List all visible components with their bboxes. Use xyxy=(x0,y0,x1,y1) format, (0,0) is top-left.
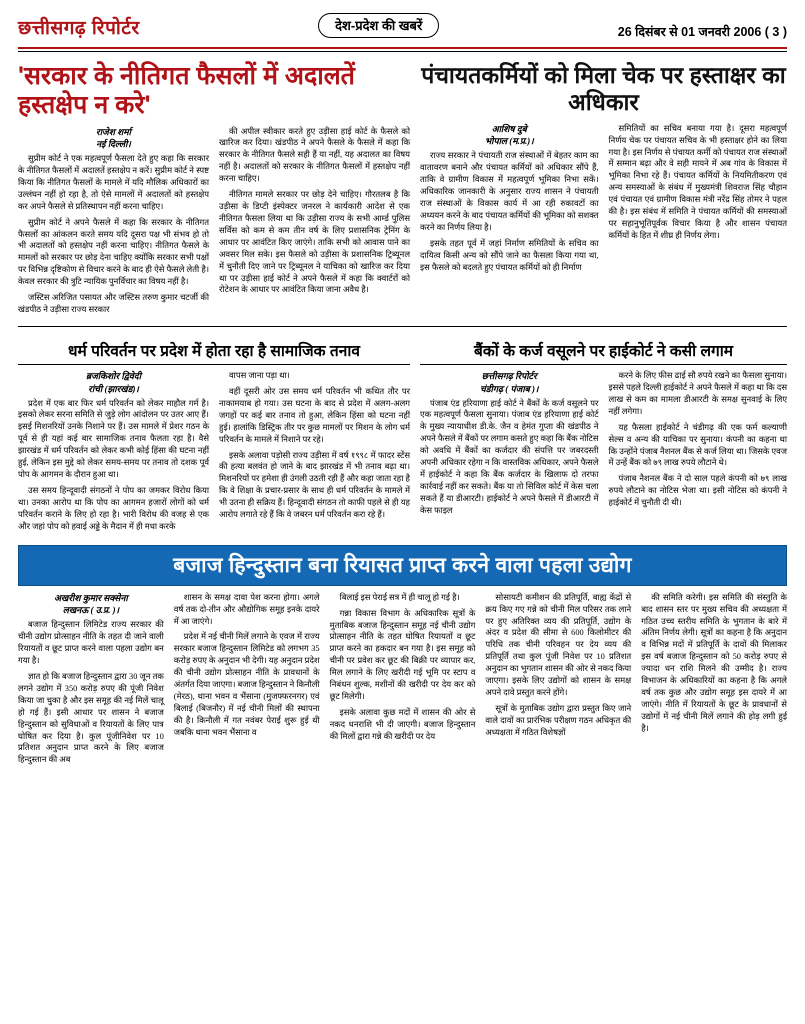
byline-left-name: राजेश शर्मा xyxy=(96,126,131,137)
feature-banner xyxy=(18,545,787,586)
byline-bajaj-place: लखनऊ ( उ.प्र. )। xyxy=(62,605,120,616)
lead-left-col1-text-p1: सुप्रीम कोर्ट ने अपने फैसले में कहा कि सरकार के नीतिगत फैसलों का आंकलन करते समय यदि दूसरा पक्ष भी संभव हो तो भी अदालतों को हस्तक्षेप नहीं करना चाहिए। नीतिगत फैसले के मामलों को सरकार पर छोड़ देना चाहिए क्योंकि सरकार सभी पक्षों पर विभिन्न दृष्टिकोण से विचार करने के बाद ही ऐसे फैसले लेती है। केवल सरकार की त्रुटि न्यायिक पुनर्विचार का विषय नहीं है। xyxy=(18,217,209,287)
bajaj-col4 xyxy=(485,592,631,771)
byline-left-place: नई दिल्ली। xyxy=(96,139,131,150)
lead-right-col1-text-p1: इसके तहत पूर्व में जहां निर्माण समितियों के सचिव का दायित्व किसी अन्य को सौंपे जाने का फैसला किया गया था, इस फैसले को बदलते हुए पंचायत कर्मियों को ही निर्माण xyxy=(420,238,599,272)
lead-section xyxy=(18,60,787,321)
lead-story-left xyxy=(18,60,410,321)
byline-bajaj-name: अखरीश कुमार सक्सेना xyxy=(54,592,128,603)
bank-col2-text-p2: पंजाब नैशनल बैंक ने दो साल पहले कंपनी को ७९ लाख रुपये लौटाने का नोटिस भेजा था। इसी नोटिस को कंपनी ने हाईकोर्ट में चुनौती दी थी। xyxy=(608,474,787,508)
lead-story-right xyxy=(420,60,787,321)
issue-date: 26 दिसंबर से 01 जनवरी 2006 ( 3 ) xyxy=(617,25,787,39)
byline-dharm-place: रांची (झारखंड)। xyxy=(88,383,139,394)
feature-banner-text: बजाज हिन्दुस्तान बना रियासत प्राप्त करने वाला पहला उद्योग xyxy=(173,553,632,577)
publication-title: छत्तीसगढ़ रिपोर्टर xyxy=(18,18,140,39)
bajaj-col2-text: शासन के समक्ष दावा पेश करना होगा। अगले वर्ष तक दो-तीन और औद्योगिक समूह इनके दायरे में आ जाएंगे। xyxy=(173,592,320,626)
bajaj-col5 xyxy=(641,592,787,771)
byline-dharm-name: ब्रजकिशोर द्विवेदी xyxy=(85,371,142,382)
mid-divider xyxy=(18,326,787,327)
byline-bajaj xyxy=(18,592,164,618)
bajaj-col2-text-p1: प्रदेश में नई चीनी मिलें लगाने के एवज में राज्य सरकार बजाज हिन्दुस्तान लिमिटेड को लगभग 35 करोड़ रुपए के अनुदान भी देगी। यह अनुदान प्रदेश की चीनी उद्योग प्रोत्साहन नीति के प्रावधानों के अंतर्गत दिया जाएगा। बजाज हिन्दुस्तान ने किनौली (मेरठ), थाना भवन व भैंसाना (मुजफ्फरनगर) एवं बिलाई (बिजनौर) में नई चीनी मिलों की स्थापना की है। किनौली में गत नवंबर पेराई शुरू हुई थी जबकि थाना भवन भैंसाना व xyxy=(173,632,320,737)
lead-right-col2 xyxy=(609,123,788,278)
story-dharm xyxy=(18,335,410,537)
lead-left-col2-text: की अपील स्वीकार करते हुए उड़ीसा हाई कोर्ट के फैसले को खारिज कर दिया। खंडपीठ ने अपने फैसले के फैसले में कहा कि सरकार के नीतिगत फैसले सही हैं या नहीं, यह अदालत का विषय नहीं है। अदालतों को सरकार के नीतिगत फैसलों में हस्तक्षेप नहीं करना चाहिए। xyxy=(219,126,410,184)
lead-left-col1-text-p2: जस्टिस अरिजित पसायत और जस्टिस तरुण कुमार चटर्जी की खंडपीठ ने उड़ीसा राज्य सरकार xyxy=(18,293,209,315)
byline-bank-place: चंडीगढ़ ( पंजाब )। xyxy=(480,383,539,394)
story-bajaj xyxy=(18,592,787,771)
headline-left: 'सरकार के नीतिगत फैसलों में अदालतें हस्तक्षेप न करे' xyxy=(18,61,355,119)
bank-col1 xyxy=(420,370,599,521)
byline-left xyxy=(18,126,209,152)
headline-right: पंचायतकर्मियों को मिला चेक पर हस्ताक्षर का अधिकार xyxy=(421,61,786,116)
dharm-rule xyxy=(18,364,410,365)
bank-col1-text: पंजाब एंड हरियाणा हाई कोर्ट ने बैंकों के कर्ज वसूलने पर एक महत्वपूर्ण फैसला सुनाया। पंजाब एंड हरियाणा हाई कोर्ट के मुख्य न्यायाधीश डी.के. जैन व हेमंत गुप्ता की खंडपीठ ने अपने फैसले में बैंकों पर लगाम कसते हुए कहा कि बैंक नोटिस को अवधि में बैंकों का कर्जदार की संपत्ति पर जबरदस्ती अपनी अधिकार रहेगा न कि वास्तविक अधिकार, अपने फैसले में हाईकोर्ट ने कहा कि बैंक कर्जदार के खिलाफ दो तरफा कार्रवाई नहीं कर सकते। बैंक या तो सिविल कोर्ट में केस चला सकते हैं या डीआरटी। हाईकोर्ट ने अपने फैसले में डीआरटी में केस फाइल xyxy=(420,398,599,515)
masthead xyxy=(18,14,787,44)
dharm-col2-text-p2: इसके अलावा पड़ोसी राज्य उड़ीसा में वर्ष १९९८ में फादर स्टेंस की हत्या बलवंत हो जाने के बाद झारखंड में भी तनाव बढ़ा था। मिशनरियों पर हमेशा ही उंगली उठती रही हैं और कहा जाता रहा है कि वे शिक्षा के प्रचार-प्रसार के साथ ही धर्म परिवर्तन के मामले में भी उतना ही सक्रिय हैं। हिन्दूवादी संगठन तो काफी पहले से ही यह आरोप लगाते रहे हैं कि वे जबरन धर्म परिवर्तन करा रहे हैं। xyxy=(219,450,410,520)
byline-right-place: भोपाल (म.प्र.)। xyxy=(484,136,534,147)
headline-dharm: धर्म परिवर्तन पर प्रदेश में होता रहा है सामाजिक तनाव xyxy=(68,343,360,361)
dharm-col1-text-p1: उस समय हिन्दूवादी संगठनों ने पोप का जमकर विरोध किया था। उनका आरोप था कि पोप का आगमन हजारों लोगों को धर्म परिवर्तन कराने के लिए हो रहा है। भारी विरोध की वजह से एक और जहां पोप को हवाई अड्डे के मैदान में ही मधा करके xyxy=(18,486,209,531)
bajaj-col1-text-p1: ज्ञात हो कि बजाज हिन्दुस्तान द्वारा 30 जून तक लगने उद्योग में 350 करोड़ रुपए की पूंजी निवेश किया जा चुका है और इस समूह की नई मिलें चालू हो गई हैं। इसी आधार पर शासन ने बजाज हिन्दुस्तान को सुविधाओं व रियायतों के लिए पात्र घोषित कर दिया है। कुल पूंजीनिवेश पर 10 प्रतिशत अनुदान प्राप्त करने के लिए बजाज हिन्दुस्तान की अब xyxy=(18,671,164,765)
section-label: देश-प्रदेश की खबरें xyxy=(318,13,439,38)
lead-left-col2-text-p1: नीतिगत मामले सरकार पर छोड़ देने चाहिए। गौरतलब है कि उड़ीसा के डिप्टी इंस्पेक्टर जनरल ने कार्यकारी आदेश से एक नीतिगत फैसला लिया था कि उड़ीसा राज्य के सभी आर्म्ड पुलिस सर्विस को कम से कम तीन वर्ष के लिए प्रशासनिक ट्रेनिंग के आधार पर आवंटित किए जाएंगे। ताकि सभी को आवास पाने का अवसर मिल सके। इस फैसले को उड़ीसा के प्रशासनिक ट्रिब्यूनल में चुनौती दिए जाने पर ट्रिब्यूनल ने याचिका को खारिज कर दिया था पर उड़ीसा हाई कोर्ट ने अपने फैसले में कहा कि क्वार्टरों को रोटेशन के आधार पर आवंटित किया जाना अवैध है। xyxy=(219,190,410,295)
masthead-center xyxy=(140,13,618,38)
mid-section xyxy=(18,335,787,537)
bajaj-col4-text-p1: सूत्रों के मुताबिक उद्योग द्वारा प्रस्तुत किए जाने वाले दावों का प्रारंभिक परीक्षण गठन अधिकृत की अध्यक्षता में गठित विशेषज्ञों xyxy=(485,703,632,737)
dharm-col1-text: प्रदेश में एक बार फिर धर्म परिवर्तन को लेकर माहौल गर्म है। इसको लेकर सरना समिति से जुड़े लोग आंदोलन पर उतर आए हैं। इसई मिशनरियों उनके निशाने पर हैं। उस मामले में प्रेशर गठन के पूर्व से ही यहां कई बार सामाजिक तनाव फैलता रहा है। वैसे झारखंड में धर्म परिवर्तन को लेकर कभी कोई हिंसा की घटना नहीं हुई, लेकिन इस मुद्दे को लेकर समय-समय पर तनाव तो दशक पूर्व पोप के आगमन के दौरान हुआ था। xyxy=(18,398,209,480)
bajaj-col5-text: की समिति करेगी। इस समिति की संस्तुति के बाद शासन स्तर पर मुख्य सचिव की अध्यक्षता में गठित उच्च स्तरीय समिति के भुगतान के बारे में अंतिम निर्णय लेगी। सूत्रों का कहना है कि अनुदान व विभिन्न मदों में प्रतिपूर्ति के दावों की मिलाकर इस वर्ष बजाज हिन्दुस्तान को 50 करोड़ रुपए से ज्यादा धन राशि मिलने की उम्मीद है। राज्य विभाजन के अधिकारियों का कहना है कि अगले वर्ष तक कुछ और उद्योग समूह इस दायरे में आ जाएंगे। नीति में रियायतों के छूट के प्रावधानों से उद्योगों में नई चीनी मिलें लगाने की होड़ लगी हुई है। xyxy=(641,592,787,733)
story-bank xyxy=(420,335,787,537)
dharm-col2 xyxy=(219,370,410,537)
bajaj-col3-text: बिलाई इस पेराई सत्र में ही चालू हो गई है। xyxy=(339,592,460,602)
byline-bank-name: छत्तीसगढ़ रिपोर्टर xyxy=(481,371,537,382)
bank-rule xyxy=(420,364,787,365)
lead-left-col1-text: सुप्रीम कोर्ट ने एक महत्वपूर्ण फैसला देते हुए कहा कि सरकार के नीतिगत फैसलों में अदालतें हस्तक्षेप न करें। सुप्रीम कोर्ट ने स्पष्ट किया कि नीतिगत फैसलों के मामले में यदि मौलिक अधिकारों का उल्लंघन नहीं हो रहा है, तो ऐसे मामलों में अदालतों को हस्तक्षेप कर अपने फैसले से प्रतिस्थापन नहीं करना चाहिए। xyxy=(18,154,209,211)
bajaj-col1-text: बजाज हिन्दुस्तान लिमिटेड राज्य सरकार की चीनी उद्योग प्रोत्साहन नीति के तहत दी जाने वाली रियायतों व छूट प्राप्त करने वाला पहला उद्योग बन गया है। xyxy=(18,620,164,665)
byline-dharm xyxy=(18,370,209,396)
headline-bank: बैंकों के कर्ज वसूलने पर हाईकोर्ट ने कसी लगाम xyxy=(474,343,733,361)
bank-col2-text-p1: यह फैसला हाईकोर्ट ने चंडीगढ़ की एक फर्म कल्याणी सेल्स व अन्य की याचिका पर सुनाया। कंपनी का कहना था कि उन्होंने पंजाब नैशनल बैंक से कर्ज लिया था। जिसके एवज में उन्हें बैंक को ७९ लाख रुपये लौटाने थे। xyxy=(608,422,787,468)
lead-left-col1 xyxy=(18,126,209,321)
bajaj-col4-text: सोसायटी कमीशन की प्रतिपूर्ति, बाह्य केंद्रों से क्रय किए गए गन्ने को चीनी मिल परिसर तक लाने पर हुए अतिरिक्त व्यय की प्रतिपूर्ति, उद्योग के अंदर व प्रदेश की सीमा से 600 किलोमीटर की परिधि तक चीनी परिवहन पर देय व्यय की प्रतिपूर्ति तथा कुल पूंजी निवेश पर 10 प्रतिशत अनुदान का भुगतान शासन की ओर से नकद किया जाएगा। इसके लिए उद्योगों को शासन के समक्ष अपने दावे प्रस्तुत करने होंगे। xyxy=(485,592,632,698)
dharm-col1 xyxy=(18,370,209,537)
bajaj-col3 xyxy=(330,592,476,771)
bajaj-col3-text-p2: इसके अलावा कुछ मदों में शासन की ओर से नकद धनराशि भी दी जाएगी। बजाज हिन्दुस्तान की मिलों द्वारा गन्ने की खरीदी पर देय xyxy=(329,707,476,741)
bank-col2-text: करने के लिए फीस ढाई सौ रुपये रखने का फैसला सुनाया। इससे पहले दिल्ली हाईकोर्ट ने अपने फैसले में कहा था कि दस लाख से कम का मामला डीआरटी के समक्ष सुनवाई के लिए नहीं लगेगा। xyxy=(608,371,787,416)
masthead-rule-red xyxy=(18,47,787,49)
bajaj-col2 xyxy=(174,592,320,771)
byline-bank xyxy=(420,370,599,396)
byline-right-name: आशिष दुबे xyxy=(491,123,527,134)
dharm-col2-text: वापस जाना पड़ा था। xyxy=(229,371,290,381)
bank-col2 xyxy=(609,370,788,521)
bajaj-col3-text-p1: गन्ना विकास विभाग के अधिकारिक सूत्रों के मुताबिक बजाज हिन्दुस्तान समूह नई चीनी उद्योग प्रोत्साहन नीति के तहत घोषित रियायतों व छूट प्राप्त करने का हकदार बन गया है। इस समूह को चीनी पर प्रवेश कर छूट की बिक्री पर व्यापार कर, मिल लगाने के लिए खरीदी गई भूमि पर स्टाप व निबंधन शुल्क, मशीनों की खरीदी पर देय कर को छूट मिलेगी। xyxy=(329,608,476,702)
bajaj-col1 xyxy=(18,592,164,771)
lead-right-col1 xyxy=(420,123,599,278)
lead-right-col2-text: समितियों का सचिव बनाया गया है। दूसरा महत्वपूर्ण निर्णय चेक पर पंचायत सचिव के भी हस्ताक्षर होने का लिया गया है। इस निर्णय से पंचायत कर्मी को पंचायत राज संस्थाओं में सम्मान बढ़ा और वे सही मायने में अब गांव के विकास में भूमिका निभा रहे हैं। पंचायत कर्मियों के नियमितीकरण एवं अन्य समस्याओं के संबंध में मुख्यमंत्री शिवराज सिंह चौहान एवं पंचायत एवं ग्रामीण विकास मंत्री नरेंद्र सिंह तोमर ने पहल की है। इस संबंध में समिति ने पंचायत कर्मियों की समस्याओं पर सहानुभूतिपूर्वक विचार किया है और शासन पंचायत कर्मियों के हित में शीघ्र ही निर्णय लेगा। xyxy=(608,123,787,240)
dharm-col2-text-p1: वहीं दूसरी ओर उस समय धर्म परिवर्तन भी कथित तौर पर नाकामयाब हो गया। उस घटना के बाद से प्रदेश में अलग-अलग जगहों पर कई बार तनाव तो हुआ, लेकिन हिंसा को घटना नहीं हुई। हालांकि डिस्ट्रिक तीर पर कुछ मामलों पर मिशन के लोग धर्म परिवर्तन के मामले में निशाने पर रहे। xyxy=(219,386,410,444)
lead-left-col2 xyxy=(219,126,410,321)
byline-right xyxy=(420,123,599,149)
lead-right-col1-text: राज्य सरकार ने पंचायती राज संस्थाओं में बेहतर काम का वातावरण बनाने और पंचायत कर्मियों को अधिकार सौंपे हैं, ताकि वे ग्रामीण विकास में महत्वपूर्ण भूमिका निभा सकें। अधिकारिक जानकारी के अनुसार राज्य शासन ने पंचायती राज संस्थाओं के विकास कार्य में आ रही रुकावटों का अध्ययन करने के बाद पंचायत कर्मियों की भूमिका को सशक्त करने का निर्णय लिया है। xyxy=(420,151,599,232)
masthead-rule-thin xyxy=(18,51,787,52)
